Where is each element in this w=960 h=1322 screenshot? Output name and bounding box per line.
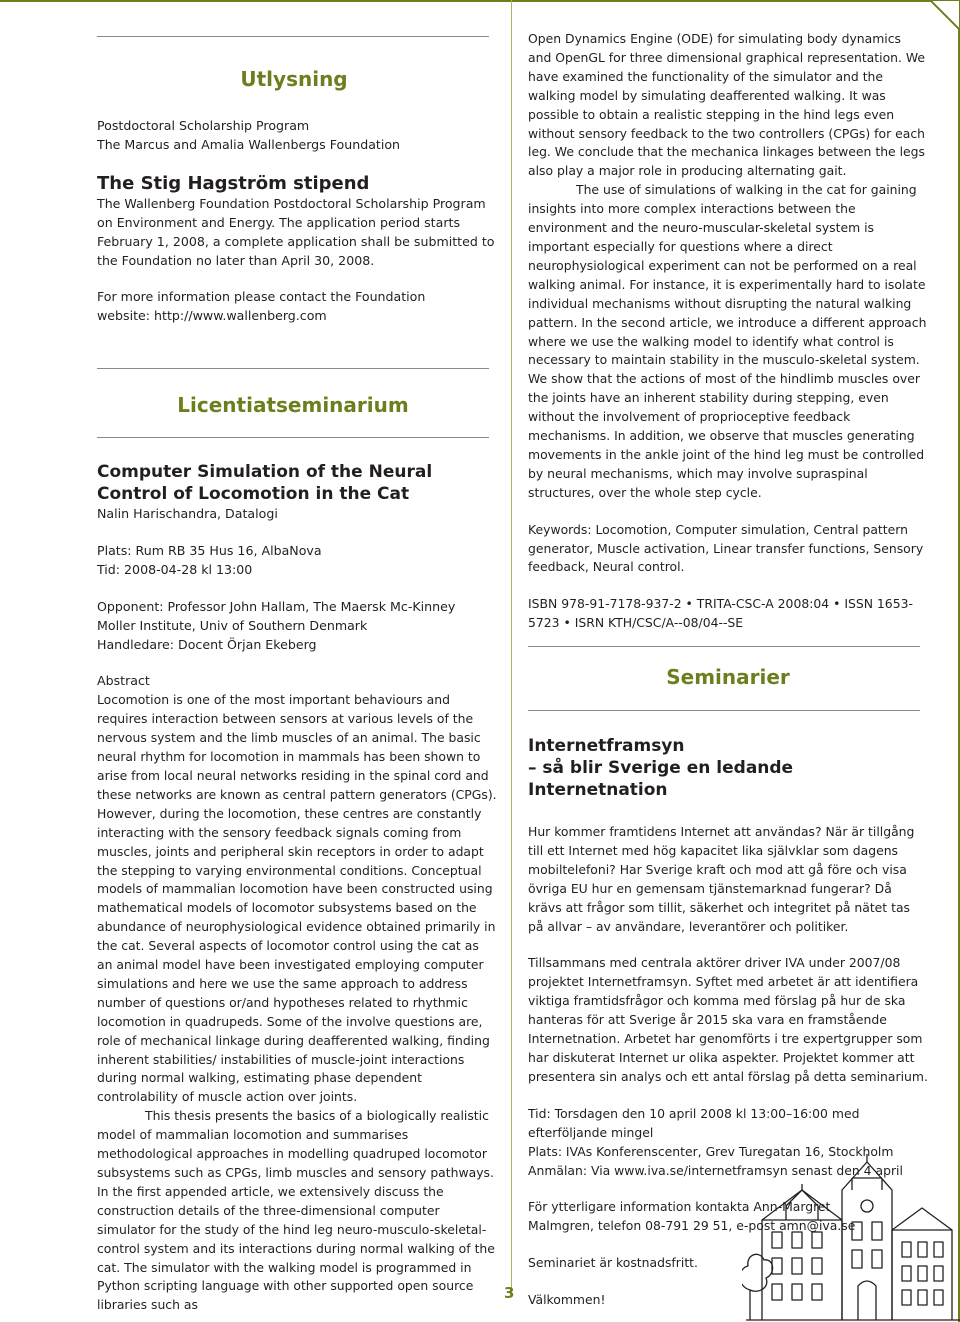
- foundation-contact: For more information please contact the Foundation website: http://www.wallenberg.com: [97, 289, 426, 324]
- licentiat-section: [97, 368, 497, 1315]
- program-line-1: Postdoctoral Scholarship Program: [97, 118, 310, 133]
- seminarier-heading: Seminarier: [666, 665, 790, 689]
- seminar-contact-info: För ytterligare information kontakta Ann-Margret Malmgren, telefon 08-791 29 51, e-post amn@iva.se: [528, 1199, 856, 1234]
- opponent: Opponent: Professor John Hallam, The Maersk Mc-Kinney Moller Institute, Univ of Southern Denmark: [97, 598, 456, 633]
- seminarier-rule-bottom: [528, 710, 920, 711]
- seminar-time: Tid: 2008-04-28 kl 13:00: [97, 561, 253, 577]
- abstract-label: Abstract: [97, 673, 150, 689]
- stipend-title: The Stig Hagström stipend: [97, 172, 370, 194]
- seminar-title-line-1: Internetframsyn: [528, 736, 685, 756]
- page-frame-top: [0, 0, 960, 2]
- seminar-signup: Anmälan: Via www.iva.se/internetframsyn senast den 4 april: [528, 1162, 903, 1178]
- abstract-paragraph-3: Open Dynamics Engine (ODE) for simulating body dynamics and OpenGL for three dimensional graphical representation. We have examined the functionality of the simulator and the walking model by simulating deafferented walking. It was possible to obtain a realistic stepping in the hind legs even without sensory feedback to the two controllers (CPGs) for each leg. We conclude that the mechanica linkages between the legs also play a major role in producing alternating gait.: [528, 31, 926, 179]
- thesis-author: Nalin Harischandra, Datalogi: [97, 506, 278, 521]
- utlysning-section: [97, 36, 497, 326]
- seminar-free-note: Seminariet är kostnadsfritt.: [528, 1255, 698, 1271]
- seminar-welcome: Välkommen!: [528, 1292, 606, 1308]
- building-drawing-icon: [742, 1150, 960, 1322]
- abstract-paragraph-4: The use of simulations of walking in the cat for gaining insights into more complex interactions between the environment and the neuro-muscular-skeletal system is important especially for questions where a direct neurophysiological experiment can not be performed on a real walking animal. For instance, it is experimentally hard to isolate individual mechanisms without disrupting the natural walking pattern. In the second article, we introduce a different approach where we use the walking model to identify what control is necessary to maintain stability in the musculo-skeletal system. We show that the actions of most of the hindlimb muscles over the joints have an inherent stability during stepping, even without the involvement of proprioceptive feedback mechanisms. In addition, we observe that muscles generating movements in the ankle joint of the hind leg must be controlled by neural mechanisms, which may involve supraspinal structures, over the whole step cycle.: [528, 182, 927, 500]
- supervisor: Handledare: Docent Örjan Ekeberg: [97, 636, 317, 652]
- stipend-body: The Wallenberg Foundation Postdoctoral Scholarship Program on Environment and Energy. The application period starts February 1, 2008, a complete application shall be submitted to the Foundation no later than April 30, 2008.: [97, 195, 495, 268]
- seminar-place: Plats: Rum RB 35 Hus 16, AlbaNova: [97, 542, 322, 558]
- seminarier-rule-top: [528, 646, 920, 647]
- seminar-paragraph-1: Hur kommer framtidens Internet att användas? När är tillgång till ett Internet med hög kapacitet lika självklar som dagens mobiltelefoni? Har Sverige kraft och mod att gå före och visa övriga EU hur en gemensam tjänstemarknad fungerar? Då krävs att frågor som tillit, säkerhet och integritet på nätet tas på allvar – av användare, leverantörer och politiker.: [528, 824, 915, 934]
- column-divider: [511, 0, 512, 1295]
- licentiat-rule-bottom: [97, 437, 489, 438]
- licentiat-rule-top: [97, 368, 489, 369]
- page-number: 3: [504, 1284, 515, 1302]
- keywords: Keywords: Locomotion, Computer simulation, Central pattern generator, Muscle activation, Linear transfer functions, Sensory feedback, Neural control.: [528, 521, 924, 575]
- seminar-time: Tid: Torsdagen den 10 april 2008 kl 13:00–16:00 med efterföljande mingel: [528, 1105, 860, 1140]
- thesis-title: Computer Simulation of the Neural Control of Locomotion in the Cat: [97, 462, 433, 504]
- top-rule: [97, 36, 489, 37]
- isbn-line: ISBN 978-91-7178-937-2 • TRITA-CSC-A 2008:04 • ISSN 1653-5723 • ISRN KTH/CSC/A--08/04--SE: [528, 596, 913, 631]
- abstract-paragraph-2: This thesis presents the basics of a biologically realistic model of mammalian locomotion and summarises methodological approaches in modelling quadruped locomotor subsystems such as CPGs, limb muscles and sensory pathways. In the first appended article, we extensively discuss the construction details of the three-dimensional computer simulator for the study of the hind leg neuro-musculo-skeletal-control system and its interactions during normal walking of the cat. The simulator with the walking model is programmed in Python scripting language with other supported open source libraries such as: [97, 1108, 495, 1313]
- seminar-paragraph-2: Tillsammans med centrala aktörer driver IVA under 2007/08 projektet Internetframsyn. Syftet med arbetet är att identifiera viktiga framtidsfrågor och komma med förslag på hur de ska hanteras för att Sverige år 2015 ska vara en framstående Internetnation. Arbetet har genomförts i tre expertgrupper som har diskuterat Internet ur olika aspekter. Projektet kommer att presentera sin analys och ett antal förslag på detta seminarium.: [528, 955, 928, 1084]
- corner-fold-icon: [930, 0, 960, 30]
- seminar-place: Plats: IVAs Konferenscenter, Grev Turegatan 16, Stockholm: [528, 1143, 894, 1159]
- licentiat-heading: Licentiatseminarium: [177, 393, 409, 417]
- abstract-continuation: [528, 30, 928, 633]
- seminar-title-line-2: – så blir Sverige en ledande Internetnation: [528, 758, 794, 800]
- abstract-paragraph-1: Locomotion is one of the most important behaviours and requires interaction between sensors at various levels of the nervous system and the limb muscles of an animal. The basic neural rhythm for locomotion in mammals has been shown to arise from local neural networks residing in the spinal cord and these networks are known as central pattern generators (CPGs). However, during the locomotion, these centres are constantly interacting with the sensory feedback signals coming from muscles, joints and peripheral skin receptors in order to adapt the stepping to varying environmental conditions. Conceptual models of mammalian locomotion have been constructed using mathematical models of locomotor subsystems based on the abundance of neurophysiological evidence obtained primarily in the cat. Several aspects of locomotor control using the cat as an animal model have been investigated employing computer simulations and here we use the same approach to address number of questions or/and hypotheses related to rhythmic locomotion in quadrupeds. Some of the involve questions are, role of mechanical linkage during deafferented walking, finding inherent stabilities/ instabilities of muscle-joint interactions during normal walking, estimating phase dependent controlability of muscle action over joints.: [97, 692, 497, 1105]
- utlysning-heading: Utlysning: [240, 67, 348, 91]
- program-line-2: The Marcus and Amalia Wallenbergs Foundation: [97, 136, 401, 152]
